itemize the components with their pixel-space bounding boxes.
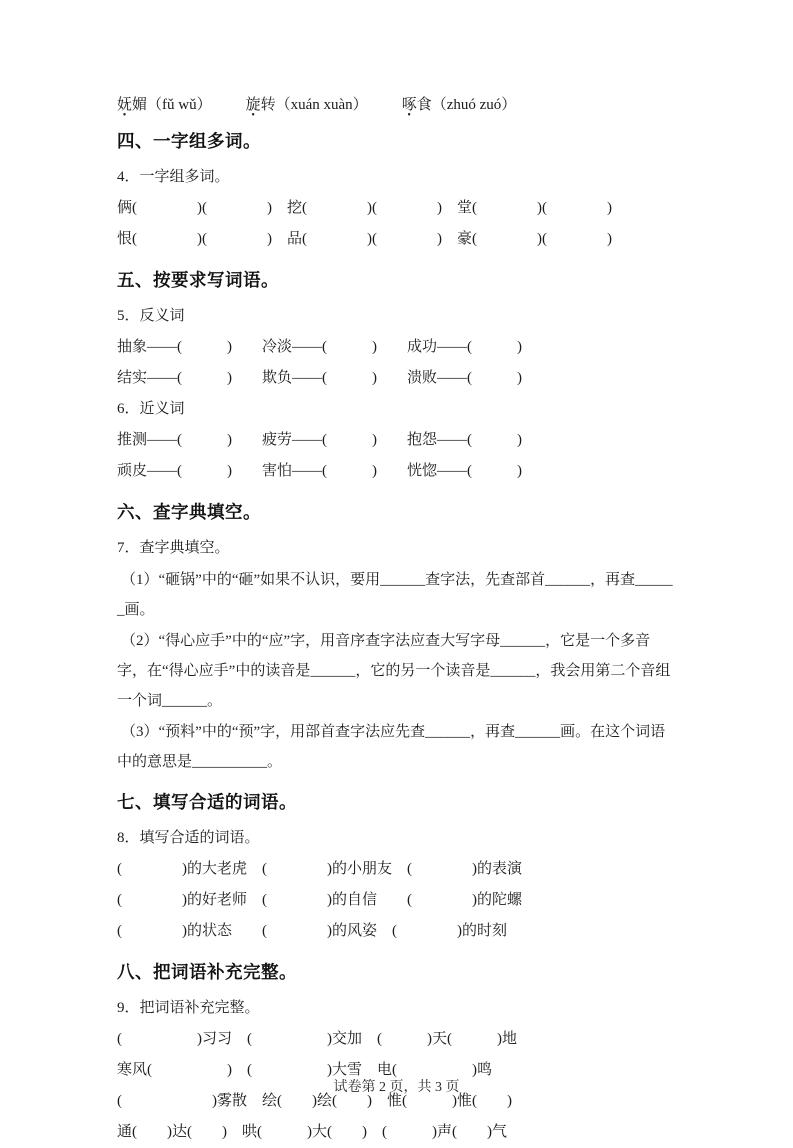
fill-blank-row: 俩( )( ) 挖( )( ) 堂( )( ) — [117, 200, 612, 216]
fill-blank-row: 通( )达( ) 哄( )大( ) ( )声( )气 — [117, 1124, 507, 1140]
emphasis-dot-char: 妩 — [117, 97, 133, 113]
section-heading: 六、查字典填空。 — [117, 502, 261, 522]
fill-blank-row: ( )的大老虎 ( )的小朋友 ( )的表演 — [117, 861, 522, 877]
section-heading: 五、按要求写词语。 — [117, 270, 279, 290]
pinyin-word-item — [402, 94, 517, 116]
question-number-line: 6．近义词 — [117, 401, 185, 417]
fill-blank-row: ( )习习 ( )交加 ( )天( )地 — [117, 1031, 517, 1047]
question-paragraph: （2）“得心应手”中的“应”字，用音序查字法应查大写字母______，它是一个多音字，在“得心应手”中的读音是______，它的另一个读音是______，我会用第二个音组一个词______。 — [117, 633, 671, 709]
pinyin-word-rest: 食（zhuó zuó） — [416, 97, 517, 113]
pinyin-choice-row — [117, 94, 679, 116]
fill-blank-row: 寒风( ) ( )大雪 电( )鸣 — [117, 1062, 492, 1078]
page-footer: 试卷第 2 页，共 3 页 — [333, 1080, 460, 1095]
exam-section — [117, 128, 679, 255]
fill-blank-row: 抽象——( ) 冷淡——( ) 成功——( ) — [117, 339, 522, 355]
pinyin-word-item — [246, 94, 368, 116]
section-heading: 八、把词语补充完整。 — [117, 962, 297, 982]
section-heading: 四、一字组多词。 — [117, 131, 261, 151]
question-number-line: 8．填写合适的词语。 — [117, 830, 260, 846]
sections-container — [117, 128, 679, 1148]
fill-blank-row: ( )的状态 ( )的风姿 ( )的时刻 — [117, 923, 507, 939]
exam-section — [117, 267, 679, 487]
fill-blank-row: 顽皮——( ) 害怕——( ) 恍惚——( ) — [117, 463, 522, 479]
section-heading: 七、填写合适的词语。 — [117, 792, 297, 812]
exam-section — [117, 499, 679, 777]
document-content — [117, 94, 679, 1148]
fill-blank-row: 推测——( ) 疲劳——( ) 抱怨——( ) — [117, 432, 522, 448]
question-paragraph: （3）“预料”中的“预”字，用部首查字法应先查______，再查______画。在这个词语中的意思是__________。 — [117, 724, 666, 770]
emphasis-dot-char: 啄 — [401, 97, 417, 113]
fill-blank-row: 恨( )( ) 品( )( ) 豪( )( ) — [117, 231, 612, 247]
pinyin-word-rest: 媚（fǔ wǔ） — [132, 97, 212, 113]
question-number-line: 9．把词语补充完整。 — [117, 1000, 260, 1016]
exam-section — [117, 959, 679, 1148]
question-number-line: 7．查字典填空。 — [117, 540, 230, 556]
fill-blank-row: ( )雾散 绘( )绘( ) 惟( )惟( ) — [117, 1093, 512, 1109]
question-number-line: 5．反义词 — [117, 308, 185, 324]
pinyin-word-rest: 转（xuán xuàn） — [260, 97, 368, 113]
exam-section — [117, 789, 679, 947]
emphasis-dot-char: 旋 — [245, 97, 261, 113]
pinyin-word-item — [117, 94, 212, 116]
question-number-line: 4．一字组多词。 — [117, 169, 230, 185]
fill-blank-row: 结实——( ) 欺负——( ) 溃败——( ) — [117, 370, 522, 386]
question-paragraph: （1）“砸锅”中的“砸”如果不认识，要用______查字法，先查部首______，再查______画。 — [117, 572, 673, 618]
fill-blank-row: ( )的好老师 ( )的自信 ( )的陀螺 — [117, 892, 522, 908]
